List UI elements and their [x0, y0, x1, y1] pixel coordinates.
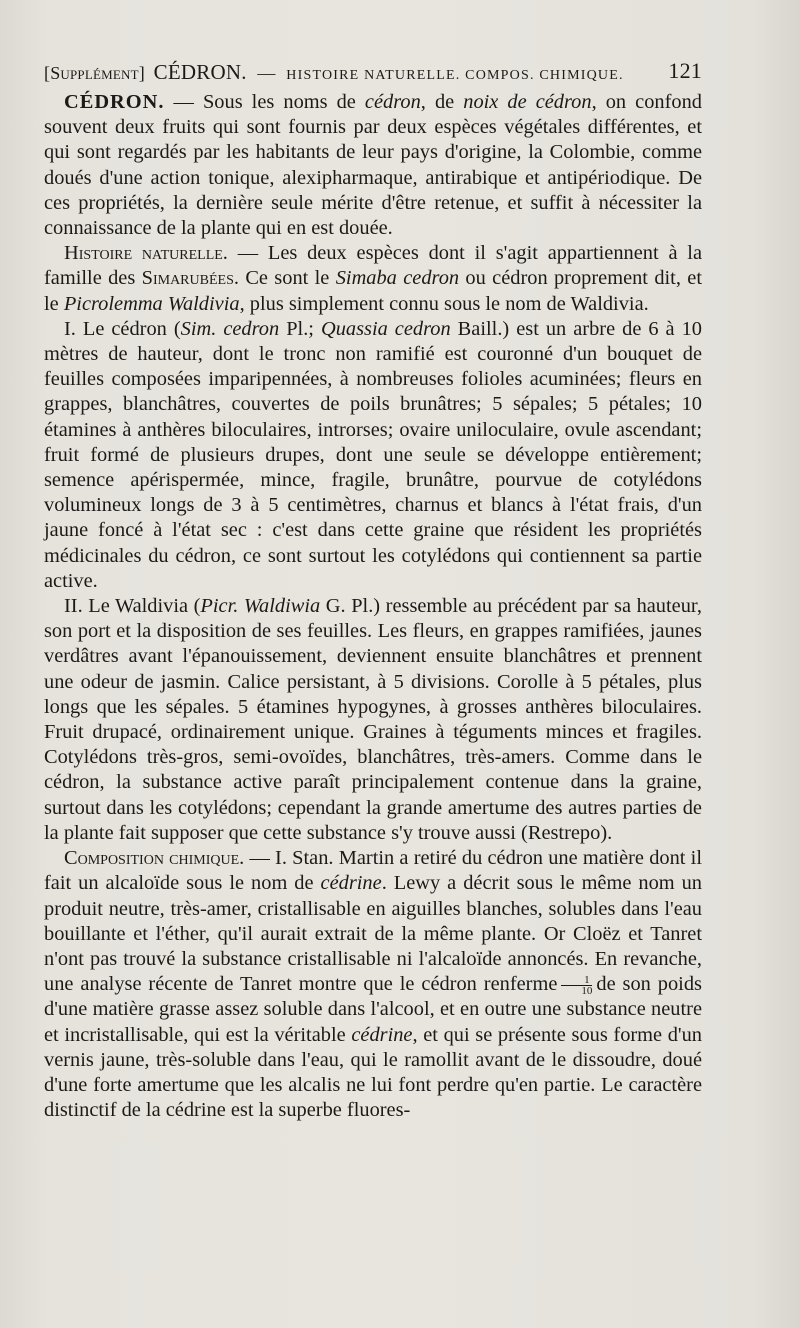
paragraph-cedron: [44, 317, 702, 594]
italic-term: Sim. cedron: [180, 317, 280, 340]
family-name: Simarubées: [141, 267, 234, 290]
running-header: [44, 56, 702, 90]
supplement-label: [Supplément]: [44, 63, 145, 83]
text-run: . Ce sont le: [233, 267, 336, 290]
italic-term: Quassia cedron: [320, 317, 451, 340]
text-run: ou cédron proprement dit, et le: [44, 267, 703, 315]
header-topics: HISTOIRE NATURELLE. COMPOS. CHIMIQUE.: [286, 68, 624, 83]
fraction-numerator: 1: [561, 975, 592, 986]
italic-term: noix de cédron: [463, 91, 592, 113]
text-run: G. Pl.) ressemble au précédent par sa hauteur, son port et la disposition de ses feuilles. Les fleurs, en grappes ramifiées, jaunes verdâtres avant l'épanouissement, deviennent ensuite blanchâtres et prennent une odeur de jasmin. Calice persistant, à 5 divisions. Corolle à 5 pétales, plus longs que les sépales. 5 étamines hypogynes, à grosses anthères biloculaires. Fruit drupacé, ordinairement unique. Graines à téguments minces et fragiles. Cotylédons très-gros, semi-ovoïdes, blanchâtres, très-amers. Comme dans le cédron, la substance active paraît principalement contenue dans la graine, surtout dans les cotylédons; cependant la grande amertume des autres parties de la plante fait supposer que cette substance s'y trouve aussi (Restrepo).: [44, 595, 702, 844]
text-run: de son poids d'une matière grasse assez soluble dans l'alcool, et en outre une substance neutre et incristallisable, qui est la véritable: [44, 973, 702, 1046]
text-run: , et qui se présente sous forme d'un vernis jaune, très-soluble dans l'eau, qui le ramollit avant de le dissoudre, doué d'une forte amertume que les alcalis ne lui font perdre qu'en partie. Le caractère distinctif de la cédrine est la superbe fluores-: [44, 1023, 702, 1122]
fraction: [561, 975, 592, 996]
italic-term: cédrine: [351, 1023, 413, 1046]
text-run: — Les deux espèces dont il s'agit appartiennent à la famille des: [44, 242, 702, 290]
text-run: . Lewy a décrit sous le même nom un produit neutre, très-amer, cristallisable en aiguilles blanches, solubles dans l'eau bouillante et l'éther, qu'il aurait extrait de la même plante. Or Cloëz et Tanret n'ont pas trouvé la substance cristallisable ni l'alcaloïde annoncés. En revanche, une analyse récente de Tanret montre que le cédron renferme: [44, 872, 702, 996]
italic-term: Picrolemma Waldivia: [63, 292, 240, 315]
text-run: — I. Stan. Martin a retiré du cédron une matière dont il fait un alcaloïde sous le nom de: [44, 847, 702, 895]
italic-term: Simaba cedron: [335, 267, 460, 290]
text-run: , on confond souvent deux fruits qui sont fournis par deux espèces végétales différentes, et qui sont regardés par les habitants de leur pays d'origine, la Colombie, comme doués d'une action tonique, alexipharmaque, antirabique et antipériodique. De ces propriétés, la dernière seule mérite d'être retenue, et suffit à nécessiter la connaissance de la plante qui en est douée.: [44, 91, 702, 240]
text-run: — Sous les noms de: [164, 91, 365, 113]
text-run: , plus simplement connu sous le nom de Waldivia.: [239, 292, 649, 315]
header-left: [44, 60, 624, 85]
section-heading: Histoire naturelle.: [64, 242, 228, 265]
text-run: II. Le Waldivia (: [64, 595, 201, 618]
paragraph-histoire-naturelle: [44, 241, 702, 317]
italic-term: Picr. Waldiwia: [200, 595, 321, 618]
entry-headword: CÉDRON.: [64, 91, 165, 113]
fraction-denominator: 10: [581, 984, 593, 997]
italic-term: cédrine: [320, 872, 382, 895]
paragraph-intro: [44, 90, 702, 241]
italic-term: cédron: [364, 91, 421, 113]
page-number: 121: [668, 58, 702, 83]
text-run: Baill.) est un arbre de 6 à 10 mètres de hauteur, dont le tronc non ramifié est couronné d'un bouquet de feuilles composées imparipennées, à nombreuses folioles acuminées; fleurs en grappes, blanchâtres, couvertes de poils brunâtres; 5 sépales; 5 pétales; 10 étamines à anthères biloculaires, introrses; ovaire uniloculaire, ovule ascendant; fruit formé de plusieurs drupes, dont une seule se développe entièrement; semence apérispermée, mince, fragile, brunâtre, pourvue de cotylédons volumineux longs de 3 à 5 centimètres, charnus et blancs à l'état frais, d'un jaune foncé à l'état sec : c'est dans cette graine que résident les propriétés médicinales du cédron, ce sont surtout les cotylédons qui contiennent sa partie active.: [44, 317, 702, 592]
text-run: , de: [420, 91, 464, 113]
body-text: [44, 90, 702, 1123]
section-heading: Composition chimique.: [64, 847, 245, 870]
text-run: Pl.;: [279, 317, 321, 340]
text-run: I. Le cédron (: [64, 317, 181, 340]
entry-name: CÉDRON.: [153, 60, 247, 84]
paragraph-waldivia: [44, 594, 702, 846]
paragraph-composition-chimique: [44, 846, 702, 1123]
header-dash: —: [257, 63, 276, 83]
